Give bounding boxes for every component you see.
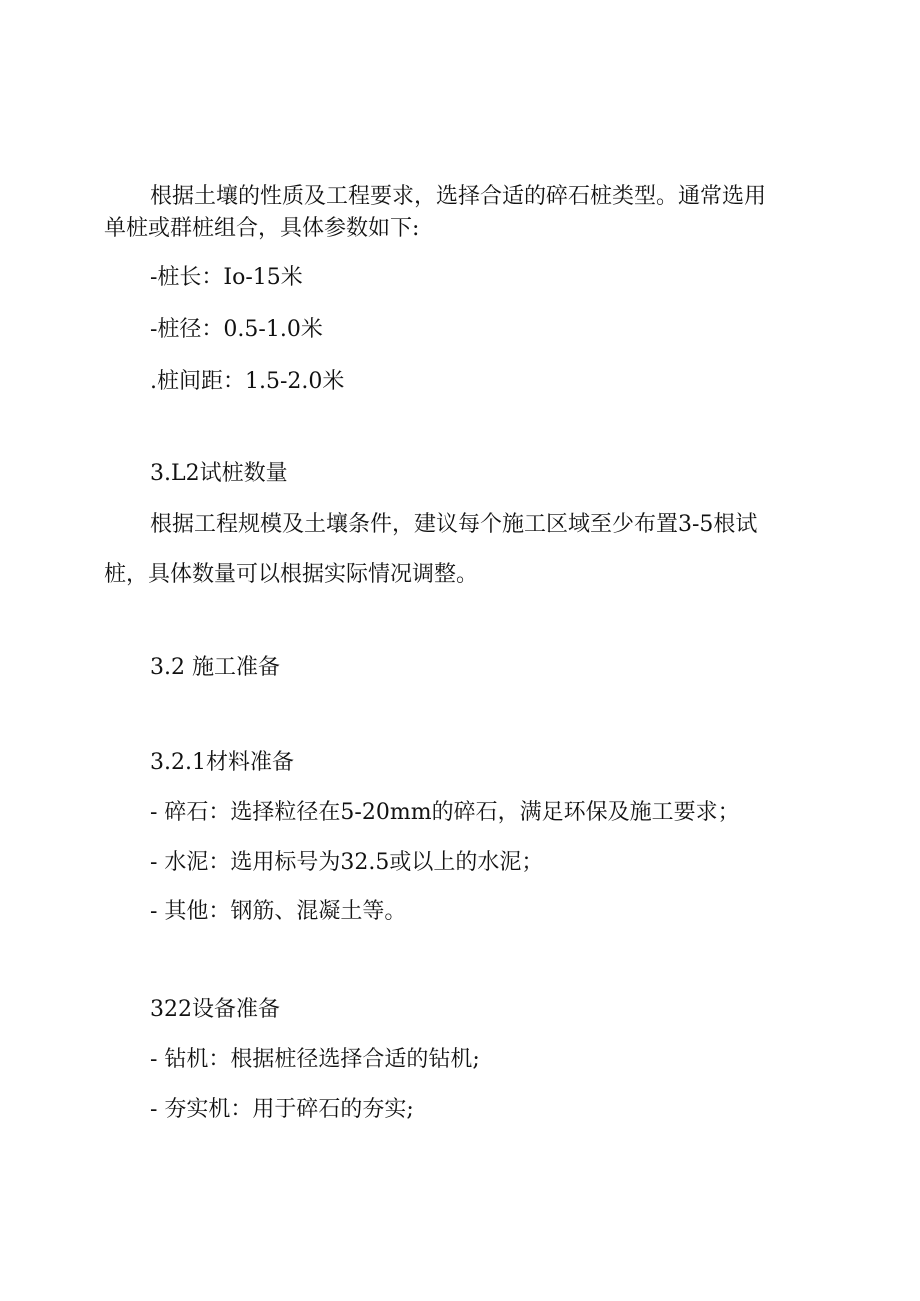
equipment-item-drill: - 钻机：根据桩径选择合适的钻机; bbox=[150, 1047, 480, 1072]
param-pile-length: -桩长：Io-15米 bbox=[150, 265, 303, 290]
section-heading-construction-prep: 3.2 施工准备 bbox=[150, 655, 280, 680]
param-pile-spacing: .桩间距：1.5-2.0米 bbox=[150, 369, 345, 394]
material-item-other: - 其他：钢筋、混凝土等。 bbox=[150, 899, 407, 924]
section-heading-equipment-prep: 322设备准备 bbox=[150, 997, 280, 1022]
material-item-gravel: - 碎石：选择粒径在5-20mm的碎石，满足环保及施工要求； bbox=[150, 800, 740, 825]
intro-paragraph-line-2: 单桩或群桩组合，具体参数如下: bbox=[104, 216, 420, 241]
test-pile-paragraph-line-2: 桩，具体数量可以根据实际情况调整。 bbox=[104, 562, 479, 587]
param-pile-diameter: -桩径：0.5-1.0米 bbox=[150, 317, 323, 342]
equipment-item-compactor: - 夯实机：用于碎石的夯实; bbox=[150, 1097, 414, 1122]
section-heading-material-prep: 3.2.1材料准备 bbox=[150, 750, 294, 775]
material-item-cement: - 水泥：选用标号为32.5或以上的水泥； bbox=[150, 850, 544, 875]
section-heading-test-pile-count: 3.L2试桩数量 bbox=[150, 461, 288, 486]
intro-paragraph-line-1: 根据土壤的性质及工程要求，选择合适的碎石桩类型。通常选用 bbox=[150, 184, 767, 209]
test-pile-paragraph-line-1: 根据工程规模及土壤条件，建议每个施工区域至少布置3-5根试 bbox=[150, 512, 758, 537]
